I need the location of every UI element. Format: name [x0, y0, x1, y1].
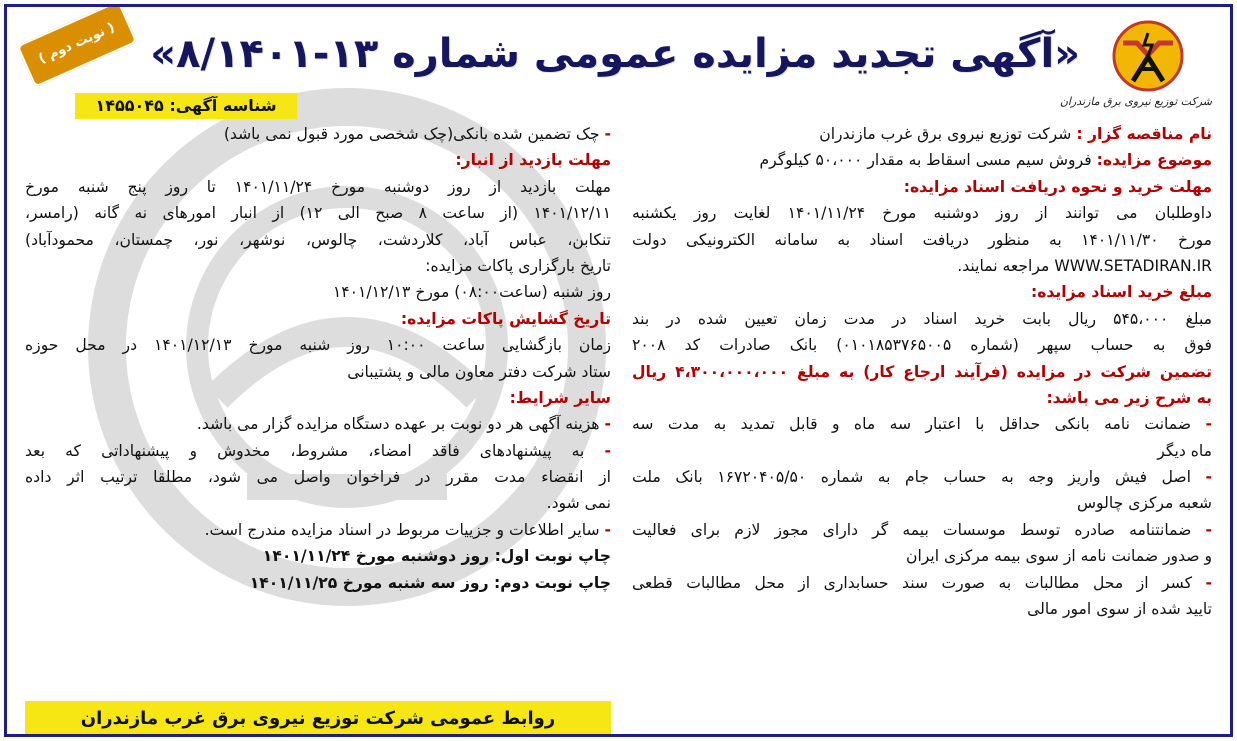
opening-text-2: ستاد شرکت دفتر معاون مالی و پشتیبانی — [347, 362, 611, 381]
guarantee-item-4a: - کسر از محل مطالبات به صورت سند حسابداری از محل مطالبات قطعی — [632, 573, 1212, 592]
second-print-date: چاپ نوبت دوم: روز سه شنبه مورخ ۱۴۰۱/۱۱/۲۵ — [249, 573, 611, 592]
page-title: «آگهی تجدید مزایده عمومی شماره ۱۳-۸/۱۴۰۱» — [150, 31, 1080, 77]
guarantee-item-4b: تایید شده از سوی امور مالی — [1027, 600, 1212, 619]
right-column — [632, 121, 1212, 622]
tenderer-line: نام مناقصه گزار : شرکت توزیع نیروی برق غرب مازندران — [819, 125, 1212, 143]
ad-identifier: شناسه آگهی: ۱۴۵۵۰۴۵ — [75, 93, 297, 119]
left-column — [25, 121, 611, 596]
first-print-date: چاپ نوبت اول: روز دوشنبه مورخ ۱۴۰۱/۱۱/۲۴ — [262, 547, 611, 566]
documents-heading: مهلت خرید و نحوه دریافت اسناد مزایده: — [903, 177, 1212, 196]
visit-heading: مهلت بازدید از انبار: — [455, 151, 611, 170]
documents-text-1: داوطلبان می توانند از روز دوشنبه مورخ ۱۴۰۱/۱۱/۲۴ لغایت روز یکشنبه — [632, 204, 1212, 223]
opening-heading: تاریخ گشایش پاکات مزایده: — [400, 309, 611, 328]
cheque-item: - چک تضمین شده بانکی(چک شخصی مورد قبول نمی باشد) — [223, 125, 611, 143]
guarantee-item-2a: - اصل فیش واریز وجه به حساب جام به شماره ۱۶۷۲۰۴۰۵/۵۰ بانک ملت — [632, 468, 1212, 487]
guarantee-item-3a: - ضمانتنامه صادره توسط موسسات بیمه گر دارای مجوز لازم برای فعالیت — [632, 520, 1212, 539]
subject-line: موضوع مزایده: فروش سیم مسی اسقاط به مقدار ۵۰،۰۰۰ کیلوگرم — [759, 151, 1212, 170]
upload-date-label: تاریخ بارگزاری پاکات مزایده: — [425, 256, 611, 275]
company-logo — [1059, 19, 1212, 115]
documents-text-3: WWW.SETADIRAN.IR مراجعه نمایند. — [957, 256, 1212, 275]
print-round-badge: ( نوبت دوم ) — [16, 4, 137, 88]
condition-item-1: - هزینه آگهی هر دو نوبت بر عهده دستگاه مزایده گزار می باشد. — [196, 415, 611, 434]
condition-item-2a: - به پیشنهادهای فاقد امضاء، مشروط، مخدوش و پیشنهاداتی که بعد — [25, 441, 611, 460]
guarantee-item-3b: و صدور ضمانت نامه از سوی بیمه مرکزی ایران — [906, 547, 1212, 566]
guarantee-heading-2: به شرح زیر می باشد: — [1046, 388, 1212, 407]
condition-item-2b: از انقضاء مدت مقرر در فراخوان واصل می شود، مطلقا ترتیب اثر داده — [25, 468, 611, 487]
visit-text-1: مهلت بازدید از روز دوشنبه مورخ ۱۴۰۱/۱۱/۲۴ تا روز پنج شنبه مورخ — [25, 177, 611, 196]
other-conditions-heading: سایر شرایط: — [509, 388, 611, 407]
documents-text-2: مورخ ۱۴۰۱/۱۱/۳۰ به منظور دریافت اسناد به سامانه الکترونیکی دولت — [632, 230, 1212, 249]
document-price-text-2: فوق به حساب سپهر (شماره ۰۱۰۱۸۵۳۷۶۵۰۰۵) بانک صادرات کد ۲۰۰۸ — [632, 336, 1212, 355]
condition-item-2c: نمی شود. — [546, 494, 611, 513]
guarantee-item-2b: شعبه مرکزی چالوس — [1077, 494, 1212, 513]
guarantee-heading-1: تضمین شرکت در مزایده (فرآیند ارجاع کار) به مبلغ ۴،۳۰۰،۰۰۰،۰۰۰ ریال — [632, 362, 1212, 381]
public-relations-footer: روابط عمومی شرکت توزیع نیروی برق غرب مازندران — [25, 701, 611, 737]
guarantee-item-1b: ماه دیگر — [1157, 441, 1212, 460]
power-company-logo-icon — [1111, 19, 1185, 93]
advertisement-frame — [4, 4, 1233, 737]
logo-caption: شرکت توزیع نیروی برق مازندران — [1059, 95, 1212, 108]
visit-text-2: ۱۴۰۱/۱۲/۱۱ (از ساعت ۸ صبح الی ۱۲) از انبار امورهای نه گانه (رامسر، — [25, 204, 611, 223]
upload-date-value: روز شنبه (ساعت۰۸:۰۰) مورخ ۱۴۰۱/۱۲/۱۳ — [332, 283, 611, 302]
opening-text-1: زمان بازگشایی ساعت ۱۰:۰۰ روز شنبه مورخ ۱۴۰۱/۱۲/۱۳ در محل حوزه — [25, 336, 611, 355]
document-price-heading: مبلغ خرید اسناد مزایده: — [1030, 283, 1212, 302]
document-price-text-1: مبلغ ۵۴۵،۰۰۰ ریال بابت خرید اسناد در مدت زمان تعیین شده در بند — [632, 309, 1212, 328]
guarantee-item-1a: - ضمانت نامه بانکی حداقل با اعتبار سه ماه و قابل تمدید به مدت سه — [632, 415, 1212, 434]
condition-item-3: - سایر اطلاعات و جزییات مربوط در اسناد مزایده مندرج است. — [204, 520, 611, 539]
visit-text-3: تنکابن، عباس آباد، کلاردشت، چالوس، نوشهر، نور، چمستان، محمودآباد) — [25, 230, 611, 249]
